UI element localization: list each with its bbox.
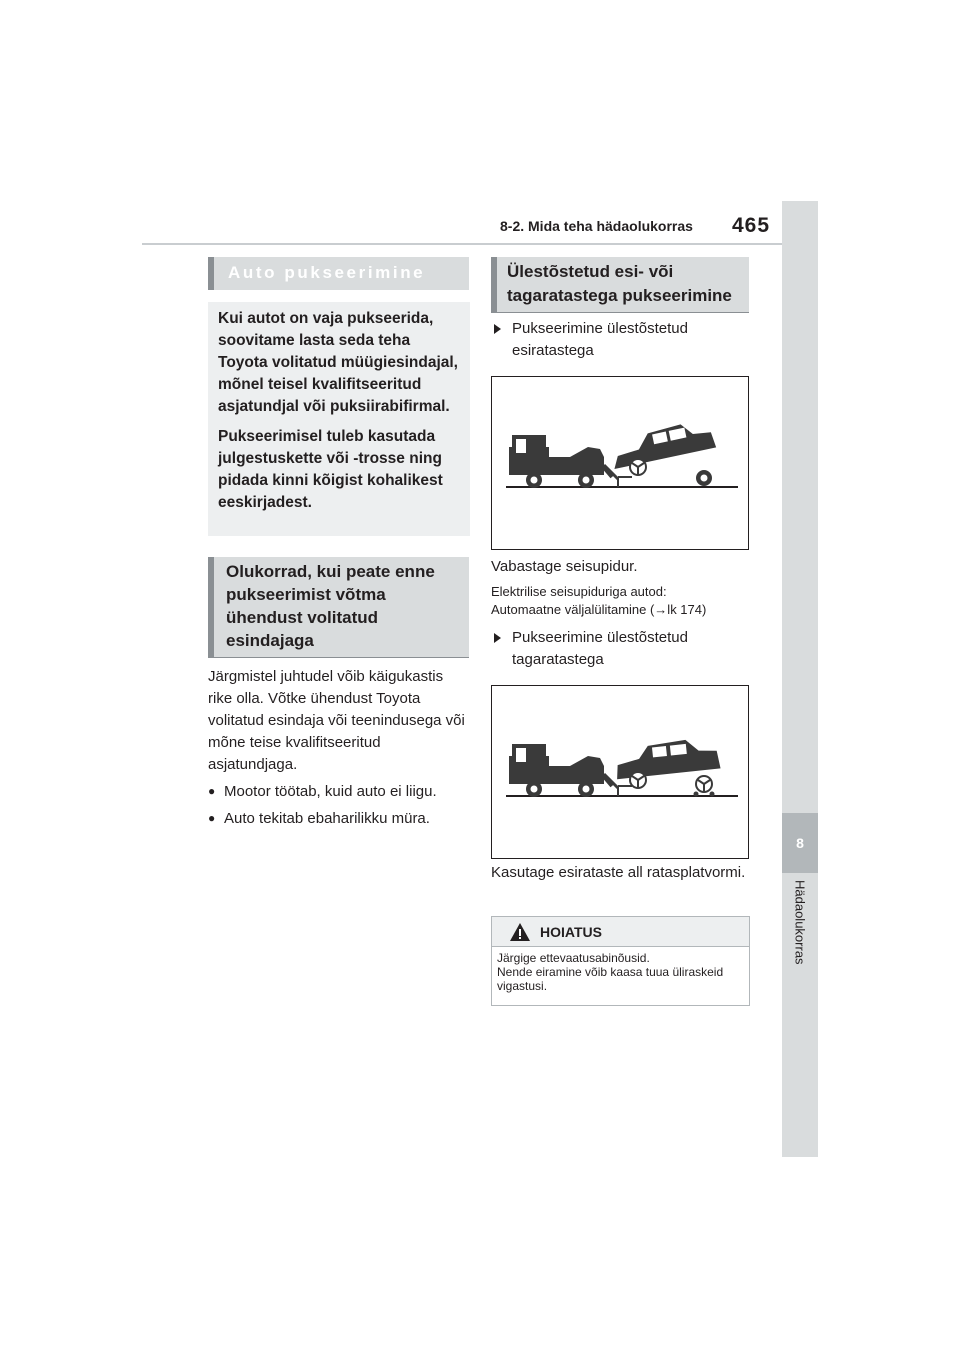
bullet-icon: ●: [208, 784, 216, 798]
list-item: ● Auto tekitab ebaharilikku müra.: [208, 807, 430, 830]
intro-paragraph-2: Pukseerimisel tuleb kasutada julgestuskette või -trosse ning pidada kinni kõigist kohalikest eeskirjadest.: [218, 428, 443, 511]
heading-contact-dealer: [208, 557, 469, 657]
transmission-paragraph: Järgmistel juhtudel võib käigukastis rike olla. Võtke ühendust Toyota volitatud esindaja või teenindusega või mõne teise kvalifitseeritud asjatundjaga.: [208, 668, 465, 773]
chapter-label-text: Hädaolukorras: [792, 880, 808, 965]
release-brake-text: Vabastage seisupidur.: [491, 558, 638, 575]
intro-box: [208, 302, 470, 536]
list-item-front-lifted: Pukseerimine ülestõstetud esiratastega: [494, 318, 744, 364]
chapter-label: [782, 880, 818, 990]
tow-truck-front-lift-icon: [492, 377, 748, 549]
warning-triangle-icon: [509, 922, 531, 942]
list-item: ● Mootor töötab, kuid auto ei liigu.: [208, 780, 437, 803]
section-title: 8-2. Mida teha hädaolukorras: [500, 218, 693, 234]
heading-lifted-wheels-text: Ülestõstetud esi- või tagaratastega pukseerimine: [507, 262, 732, 305]
arrow-icon: [494, 324, 501, 334]
chapter-number: 8: [782, 813, 818, 873]
page-number: 465: [732, 214, 771, 237]
tow-truck-rear-lift-icon: [492, 686, 748, 858]
heading-car-towing: [208, 257, 469, 290]
list-item-rear-lifted: Pukseerimine ülestõstetud tagaratastega: [494, 627, 744, 673]
arrow-icon: [494, 633, 501, 643]
tow-front-lifted-illustration: [491, 376, 749, 550]
intro-paragraph-1: Kui autot on vaja pukseerida, soovitame lasta seda teha Toyota volitatud müügiesindajal, mõnel teisel kvalifitseeritud asjatundjal või puksiirabifirmal.: [218, 310, 458, 415]
warning-box: [491, 916, 750, 1006]
warning-body: Järgige ettevaatusabinõusid. Nende eiramine võib kaasa tuua üliraskeid vigastusi.: [497, 951, 724, 993]
chapter-side-tab: [782, 201, 818, 1157]
tow-rear-lifted-illustration: [491, 685, 749, 859]
warning-header: [492, 917, 749, 947]
heading-lifted-wheels: [491, 257, 749, 312]
warning-title: HOIATUS: [540, 924, 602, 940]
heading-contact-dealer-text: Olukorrad, kui peate enne pukseerimist võtma ühendust volitatud esindajaga: [226, 562, 435, 650]
electric-brake-note: Elektrilise seisupiduriga autod: Automaatne väljalülitamine (→lk 174): [491, 584, 707, 617]
heading-car-towing-text: Auto pukseerimine: [228, 263, 426, 282]
heading-underline: [491, 312, 749, 313]
bullet-icon: ●: [208, 811, 216, 825]
heading-underline: [208, 657, 469, 658]
wheel-dolly-text: Kasutage esirataste all ratasplatvormi.: [491, 864, 746, 881]
header-divider: [142, 243, 782, 245]
